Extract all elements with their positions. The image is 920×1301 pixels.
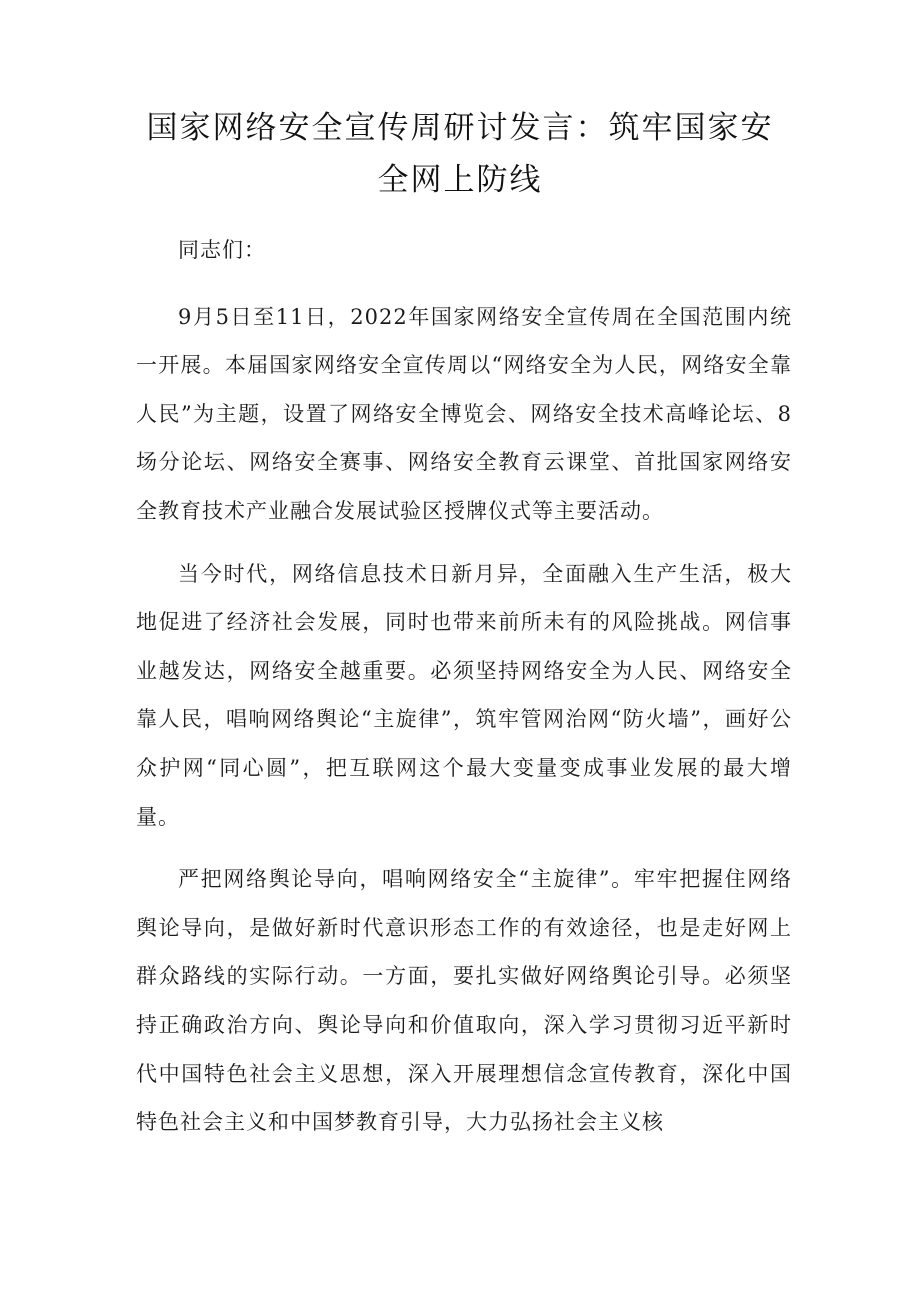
title-line-1: 国家网络安全宣传周研讨发言：筑牢国家安	[146, 110, 774, 146]
document-body	[136, 226, 792, 1161]
document-title	[120, 102, 800, 206]
paragraph-3: 严把网络舆论导向，唱响网络安全“主旋律”。牢牢把握住网络舆论导向，是做好新时代意识形态工作的有效途径，也是走好网上群众路线的实际行动。一方面，要扎实做好网络舆论引导。必须坚持正确政治方向、舆论导向和价值取向，深入学习贯彻习近平新时代中国特色社会主义思想，深入开展理想信念宣传教育，深化中国特色社会主义和中国梦教育引导，大力弘扬社会主义核	[136, 867, 792, 1135]
salutation: 同志们：	[178, 238, 266, 262]
paragraph-2: 当今时代，网络信息技术日新月异，全面融入生产生活，极大地促进了经济社会发展，同时也带来前所未有的风险挑战。网信事业越发达，网络安全越重要。必须坚持网络安全为人民、网络安全靠人民，唱响网络舆论“主旋律”，筑牢管网治网“防火墙”，画好公众护网“同心圆”，把互联网这个最大变量变成事业发展的最大增量。	[136, 561, 792, 829]
paragraph-1: 9月5日至11日，2022年国家网络安全宣传周在全国范围内统一开展。本届国家网络安全宣传周以“网络安全为人民，网络安全靠人民”为主题，设置了网络安全博览会、网络安全技术高峰论坛、8场分论坛、网络安全赛事、网络安全教育云课堂、首批国家网络安全教育技术产业融合发展试验区授牌仪式等主要活动。	[136, 304, 792, 523]
title-line-2: 全网上防线	[377, 162, 543, 198]
